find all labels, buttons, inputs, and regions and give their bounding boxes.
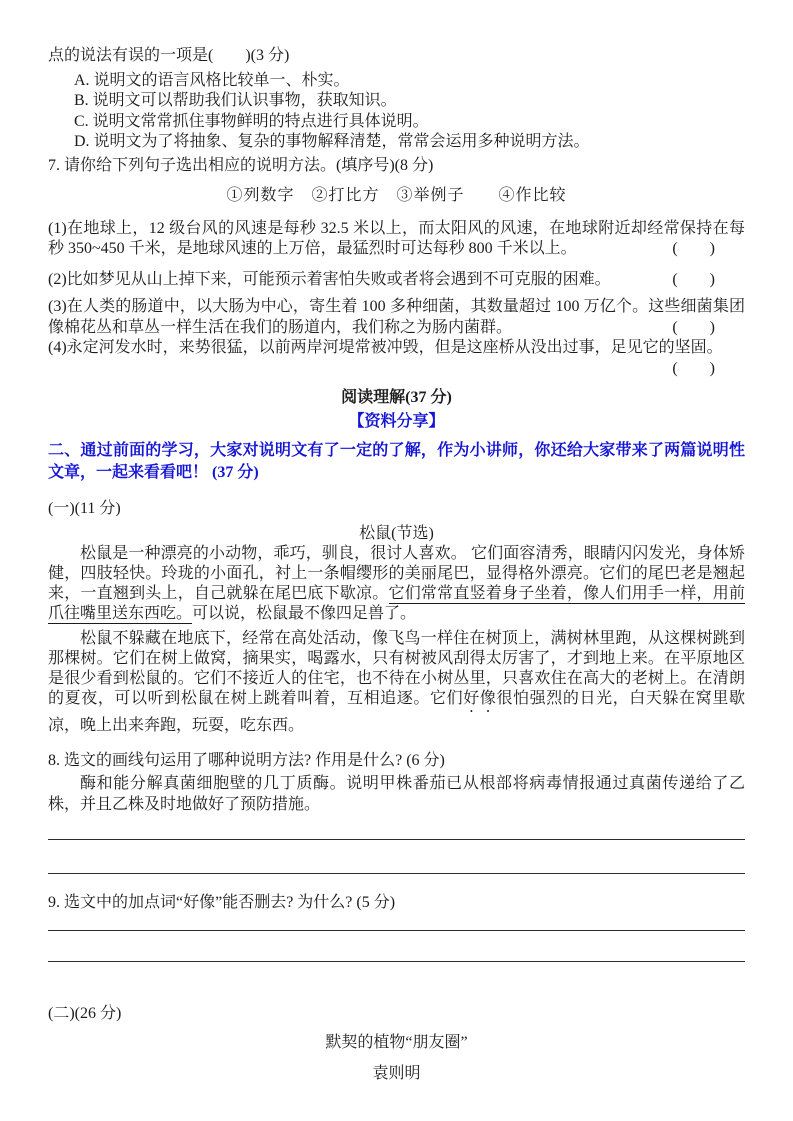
question6-option-a: A. 说明文的语言风格比较单一、朴实。 bbox=[74, 71, 350, 89]
question7-item-3-text: (3)在人类的肠道中，以大肠为中心，寄生着 100 多种细菌，其数量超过 100 万亿个。这些细菌集团像棉花丛和草丛一样生活在我们的肠道内，我们称之为肠内菌群。 bbox=[48, 298, 745, 336]
passage1-paragraph-1-tail: 可以说，松鼠最不像四足兽了。 bbox=[192, 605, 417, 622]
passage1-paragraph-1 bbox=[48, 544, 745, 624]
question6-stem: 点的说法有误的一项是( )(3 分) bbox=[48, 47, 290, 64]
task-intro-text: 二、通过前面的学习，大家对说明文有了一定的了解，作为小讲师，你还给大家带来了两篇说明性文章，一起来看看吧！ (37 分) bbox=[48, 442, 745, 481]
question7-item-1 bbox=[48, 219, 745, 260]
question7-item-2-text: (2)比如梦见从山上掉下来，可能预示着害怕失败或者将会遇到不可克服的困难。 bbox=[48, 270, 611, 288]
question8-stem: 8. 选文的画线句运用了哪种说明方法? 作用是什么? (6 分) bbox=[48, 752, 445, 769]
passage1-label: (一)(11 分) bbox=[48, 500, 121, 517]
question7-item-4-blank-row bbox=[48, 359, 745, 380]
answer-line[interactable] bbox=[48, 931, 745, 962]
answer-line[interactable] bbox=[48, 815, 745, 840]
passage1-underlined-sentence: 它们常常直竖着身子坐着，像人们用手一样，用前爪往嘴里送东西吃。 bbox=[48, 585, 745, 622]
answer-blank[interactable]: ( ) bbox=[672, 318, 715, 336]
answer-blank[interactable]: ( ) bbox=[672, 270, 715, 288]
passage2-title: 默契的植物“朋友圈” bbox=[325, 1033, 468, 1051]
question6-option-d: D. 说明文为了将抽象、复杂的事物解释清楚，常常会运用多种说明方法。 bbox=[74, 133, 590, 150]
question6-option-b: B. 说明文可以帮助我们认识事物，获取知识。 bbox=[74, 92, 397, 109]
answer-blank[interactable]: ( ) bbox=[672, 240, 715, 257]
reading-section-heading: 阅读理解(37 分) bbox=[341, 389, 452, 406]
question7-item-1-text: (1)在地球上，12 级台风的风速是每秒 32.5 米以上，而太阳风的风速，在地球附近却经常保持在每秒 350~450 千米，是地球风速的上万倍，最猛烈时可达每秒 800 千米以上。 bbox=[48, 219, 745, 257]
question9-stem: 9. 选文中的加点词“好像”能否删去? 为什么? (5 分) bbox=[48, 893, 396, 911]
answer-line[interactable] bbox=[48, 840, 745, 874]
passage2-label: (二)(26 分) bbox=[48, 1005, 122, 1022]
question7-item-4 bbox=[48, 338, 745, 359]
answer-blank[interactable]: ( ) bbox=[672, 359, 715, 377]
passage1-title: 松鼠(节选) bbox=[359, 524, 434, 542]
question7-method-choices: ①列数字 ②打比方 ③举例子 ④作比较 bbox=[226, 187, 567, 204]
passage1-paragraph-2-text: 松鼠不躲藏在地底下，经常在高处活动，像飞鸟一样住在树顶上，满树林里跑，从这棵树跳到那棵树。它们在树上做窝，摘果实，喝露水，只有树被风刮得太厉害了，才到地上来。在平原地区是很少看到松鼠的。它们不接近人的住宅，也不待在小树丛里，只喜欢住在高大的老树上。在清朗的夏夜，可以听到松鼠在树上跳着叫着，互相追逐。它们 bbox=[48, 630, 745, 707]
passage1-paragraph-2 bbox=[48, 629, 745, 736]
passage1-emphasized-word: 好像 bbox=[463, 690, 497, 707]
answer-line[interactable] bbox=[48, 913, 745, 931]
question7-item-3 bbox=[48, 297, 745, 338]
question6-option-c: C. 说明文常常抓住事物鲜明的特点进行具体说明。 bbox=[74, 112, 429, 130]
passage2-author: 袁则明 bbox=[372, 1064, 421, 1082]
question7-stem: 7. 请你给下列句子选出相应的说明方法。(填序号)(8 分) bbox=[48, 156, 434, 174]
question7-item-4-text: (4)永定河发水时，来势很猛，以前两岸河堤常被冲毁，但是这座桥从没出过事，足见它的坚固。 bbox=[48, 339, 723, 356]
material-share-heading: 【资料分享】 bbox=[348, 412, 445, 430]
question7-item-2 bbox=[48, 270, 745, 291]
passage1-paragraph-2-tail: 很怕强烈的日光，白天躲在窝里歇凉，晚上出来奔跑，玩耍，吃东西。 bbox=[48, 690, 745, 734]
question8-answer-text: 酶和能分解真菌细胞壁的几丁质酶。说明甲株番茄已从根部将病毒情报通过真菌传递给了乙株，并且乙株及时地做好了预防措施。 bbox=[48, 774, 745, 813]
passage1-paragraph-1-text: 松鼠是一种漂亮的小动物，乖巧，驯良，很讨人喜欢。 它们面容清秀，眼睛闪闪发光，身体矫健，四肢轻快。玲珑的小面孔，衬上一条帽缨形的美丽尾巴，显得格外漂亮。它们的尾巴老是翘起来，一直翘到头上，自己就躲在尾巴底下歇凉。 bbox=[48, 545, 745, 602]
